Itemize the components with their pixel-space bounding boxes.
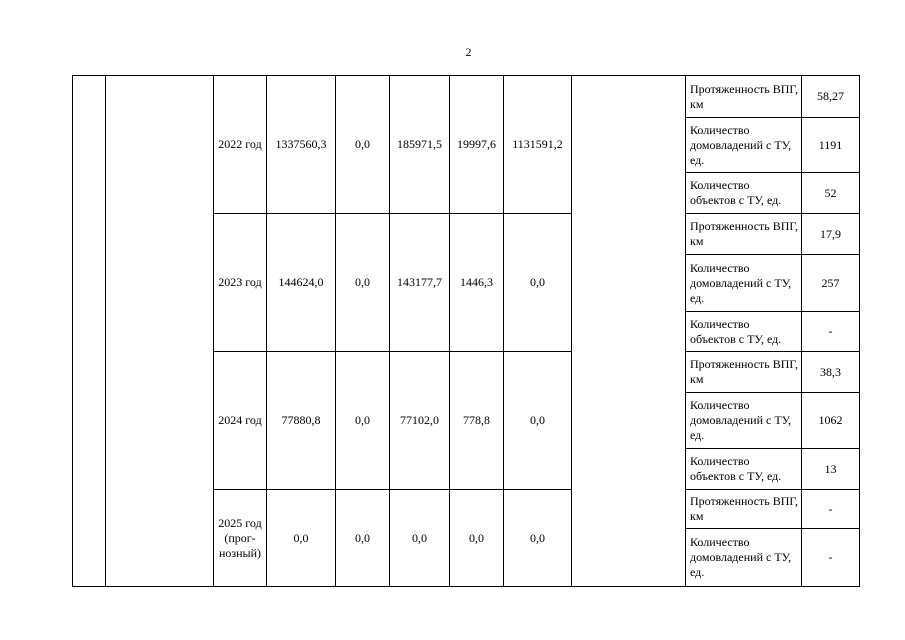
indicator-name-cell: Количество домовладений с ТУ, ед. [686, 118, 802, 173]
program-financing-table [72, 75, 860, 587]
year-cell: 2024 год [214, 352, 267, 490]
other-sources-cell: 0,0 [504, 490, 572, 587]
indicator-value-cell: - [802, 490, 860, 529]
indicator-name-cell: Протяженность ВПГ, км [686, 490, 802, 529]
page-number: 2 [465, 45, 472, 59]
indicator-name-cell: Протяженность ВПГ, км [686, 76, 802, 118]
federal-budget-cell: 0,0 [336, 214, 390, 352]
indicator-value-cell: - [802, 529, 860, 587]
table-row [73, 76, 860, 118]
indicator-name-cell: Количество домовладений с ТУ, ед. [686, 255, 802, 312]
indicator-name-cell: Протяженность ВПГ, км [686, 214, 802, 255]
total-cell: 1337560,3 [267, 76, 336, 214]
local-budget-cell: 0,0 [450, 490, 504, 587]
indicator-value-cell: 58,27 [802, 76, 860, 118]
indicator-value-cell: - [802, 312, 860, 352]
indicator-name-cell: Количество домовладений с ТУ, ед. [686, 393, 802, 449]
year-cell: 2025 год (прог-нозный) [214, 490, 267, 587]
federal-budget-cell: 0,0 [336, 76, 390, 214]
regional-budget-cell: 185971,5 [390, 76, 450, 214]
executor-cell [572, 76, 686, 587]
total-cell: 0,0 [267, 490, 336, 587]
year-cell: 2023 год [214, 214, 267, 352]
other-sources-cell: 0,0 [504, 214, 572, 352]
number-cell [73, 76, 106, 587]
indicator-value-cell: 1191 [802, 118, 860, 173]
indicator-name-cell: Количество объектов с ТУ, ед. [686, 312, 802, 352]
indicator-value-cell: 1062 [802, 393, 860, 449]
local-budget-cell: 19997,6 [450, 76, 504, 214]
indicator-name-cell: Количество объектов с ТУ, ед. [686, 449, 802, 490]
federal-budget-cell: 0,0 [336, 352, 390, 490]
other-sources-cell: 0,0 [504, 352, 572, 490]
total-cell: 77880,8 [267, 352, 336, 490]
indicator-name-cell: Протяженность ВПГ, км [686, 352, 802, 393]
indicator-value-cell: 17,9 [802, 214, 860, 255]
local-budget-cell: 778,8 [450, 352, 504, 490]
other-sources-cell: 1131591,2 [504, 76, 572, 214]
regional-budget-cell: 143177,7 [390, 214, 450, 352]
year-cell: 2022 год [214, 76, 267, 214]
local-budget-cell: 1446,3 [450, 214, 504, 352]
regional-budget-cell: 77102,0 [390, 352, 450, 490]
indicator-value-cell: 257 [802, 255, 860, 312]
regional-budget-cell: 0,0 [390, 490, 450, 587]
federal-budget-cell: 0,0 [336, 490, 390, 587]
name-cell [106, 76, 214, 587]
indicator-value-cell: 52 [802, 173, 860, 214]
total-cell: 144624,0 [267, 214, 336, 352]
indicator-name-cell: Количество домовладений с ТУ, ед. [686, 529, 802, 587]
indicator-value-cell: 13 [802, 449, 860, 490]
indicator-name-cell: Количество объектов с ТУ, ед. [686, 173, 802, 214]
indicator-value-cell: 38,3 [802, 352, 860, 393]
